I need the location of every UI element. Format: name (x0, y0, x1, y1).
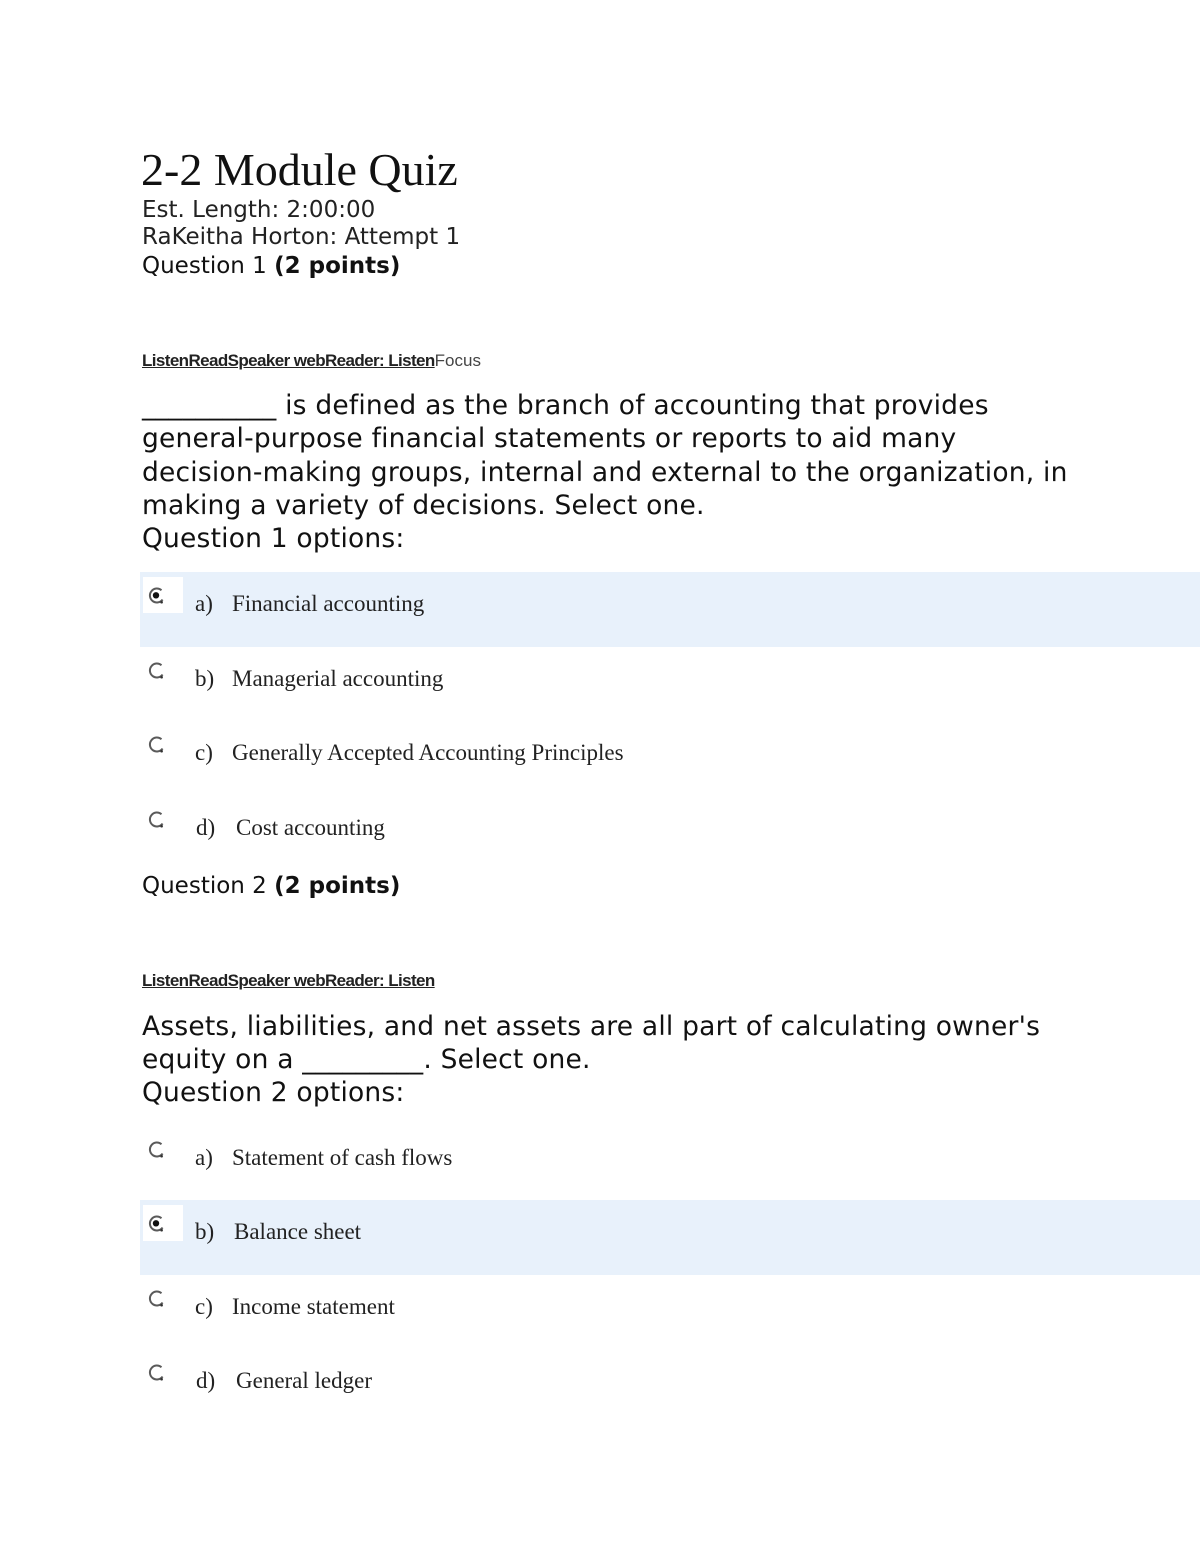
q1-option-d[interactable] (140, 796, 1200, 871)
question-1-options-label: Question 1 options: (142, 523, 405, 554)
q1-option-b[interactable] (140, 647, 1200, 722)
q1-option-a[interactable] (140, 572, 1200, 647)
q1-option-d-letter: d) (196, 815, 216, 840)
question-1-points: (2 points) (274, 253, 401, 279)
q1-option-b-text: Managerial accounting (232, 666, 444, 691)
q1-option-b-radio[interactable] (143, 652, 183, 688)
q1-option-c-radio[interactable] (143, 726, 183, 762)
q1-option-a-letter: a) (195, 591, 213, 616)
q2-option-b-radio[interactable] (143, 1205, 183, 1241)
est-length: Est. Length: 2:00:00 (142, 197, 376, 223)
question-1-label: Question 1 (142, 253, 267, 279)
question-2-label: Question 2 (142, 873, 267, 899)
q2-option-d-letter: d) (196, 1368, 216, 1393)
q1-option-b-letter: b) (195, 666, 215, 691)
q1-option-a-radio[interactable] (143, 577, 183, 613)
question-1-reader (142, 350, 481, 372)
focus-link[interactable]: Focus (434, 351, 481, 370)
q2-option-b-text: Balance sheet (234, 1219, 362, 1244)
q2-option-b-letter: b) (195, 1219, 215, 1244)
radio-unselected-icon (148, 811, 165, 828)
listen-link[interactable]: ListenReadSpeaker webReader: Listen (142, 351, 435, 370)
q1-option-d-text: Cost accounting (236, 815, 385, 840)
q2-option-a-letter: a) (195, 1145, 213, 1170)
q2-option-c-letter: c) (195, 1294, 213, 1319)
question-2-heading (142, 872, 400, 900)
q1-option-c[interactable] (140, 721, 1200, 796)
q1-option-d-radio[interactable] (143, 801, 183, 837)
question-2-points: (2 points) (274, 873, 401, 899)
radio-unselected-icon (148, 1290, 165, 1307)
q2-option-a[interactable] (140, 1126, 1200, 1201)
radio-unselected-icon (148, 1364, 165, 1381)
q2-option-b[interactable] (140, 1200, 1200, 1275)
q2-option-a-radio[interactable] (143, 1131, 183, 1167)
q2-option-d-text: General ledger (236, 1368, 373, 1393)
question-1-text: __________ is defined as the branch of accounting that provides general-purpose financial statements or reports to aid many decision-making groups, internal and external to the organization, in making a variety of decisions. Select one. (142, 390, 1068, 521)
q1-option-c-letter: c) (195, 740, 213, 765)
q1-option-a-text: Financial accounting (232, 591, 425, 616)
question-2-options-label: Question 2 options: (142, 1077, 405, 1108)
q2-option-d-radio[interactable] (143, 1354, 183, 1390)
attempt-info: RaKeitha Horton: Attempt 1 (142, 224, 461, 250)
radio-unselected-icon (148, 662, 165, 679)
q1-option-c-text: Generally Accepted Accounting Principles (232, 740, 624, 765)
radio-selected-icon (148, 587, 165, 604)
listen-link[interactable]: ListenReadSpeaker webReader: Listen (142, 971, 435, 990)
q2-option-c-text: Income statement (232, 1294, 395, 1319)
q2-option-a-text: Statement of cash flows (232, 1145, 453, 1170)
q2-option-c-radio[interactable] (143, 1280, 183, 1316)
question-2-text: Assets, liabilities, and net assets are all part of calculating owner's equity on a _________. Select one. (142, 1011, 1041, 1076)
radio-unselected-icon (148, 1141, 165, 1158)
q2-option-c[interactable] (140, 1275, 1200, 1350)
question-2-reader (142, 970, 435, 992)
page-title: 2-2 Module Quiz (141, 144, 458, 195)
q2-option-d[interactable] (140, 1349, 1200, 1424)
radio-unselected-icon (148, 736, 165, 753)
radio-selected-icon (148, 1215, 165, 1232)
question-1-heading (142, 252, 400, 280)
